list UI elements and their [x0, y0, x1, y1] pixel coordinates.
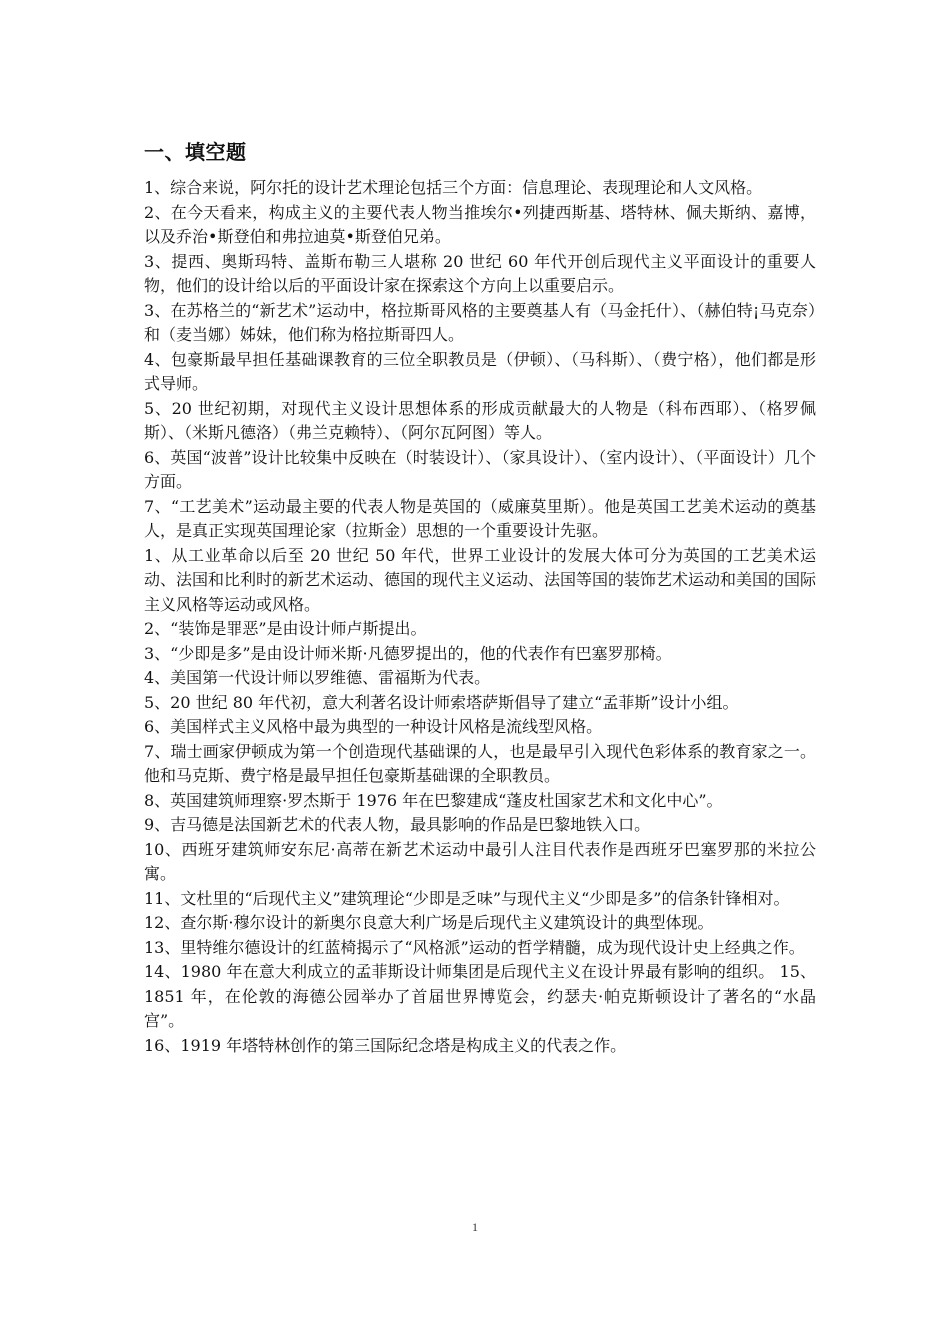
paragraph: 10、西班牙建筑师安东尼·高蒂在新艺术运动中最引人注目代表作是西班牙巴塞罗那的米拉公寓。: [144, 839, 816, 883]
paragraph: 6、英国“波普”设计比较集中反映在（时装设计）、（家具设计）、（室内设计）、（平面设计）几个方面。: [144, 447, 816, 491]
paragraph: 6、美国样式主义风格中最为典型的一种设计风格是流线型风格。: [144, 717, 603, 736]
paragraph: 4、美国第一代设计师以罗维德、雷福斯为代表。: [144, 668, 491, 687]
paragraph: 7、“工艺美术”运动最主要的代表人物是英国的（威廉莫里斯）。他是英国工艺美术运动的奠基人，是真正实现英国理论家（拉斯金）思想的一个重要设计先驱。: [144, 496, 816, 540]
paragraph: 16、1919 年塔特林创作的第三国际纪念塔是构成主义的代表之作。: [144, 1035, 627, 1055]
paragraph: 3、提西、奥斯玛特、盖斯布勒三人堪称 20 世纪 60 年代开创后现代主义平面设计的重要人物，他们的设计给以后的平面设计家在探索这个方向上以重要启示。: [144, 251, 816, 295]
paragraph: 9、吉马德是法国新艺术的代表人物，最具影响的作品是巴黎地铁入口。: [144, 815, 651, 834]
document-content: [144, 138, 816, 1058]
paragraph: 12、查尔斯·穆尔设计的新奥尔良意大利广场是后现代主义建筑设计的典型体现。: [144, 913, 714, 932]
paragraph: 2、在今天看来，构成主义的主要代表人物当推埃尔•列捷西斯基、塔特林、佩夫斯纳、嘉博，以及乔治•斯登伯和弗拉迪莫•斯登伯兄弟。: [144, 202, 816, 246]
paragraph: 7、瑞士画家伊顿成为第一个创造现代基础课的人，也是最早引入现代色彩体系的教育家之一。他和马克斯、费宁格是最早担任包豪斯基础课的全职教员。: [144, 741, 816, 785]
paragraph: 1、从工业革命以后至 20 世纪 50 年代，世界工业设计的发展大体可分为英国的工艺美术运动、法国和比利时的新艺术运动、德国的现代主义运动、法国等国的装饰艺术运动和美国的国际主义风格等运动或风格。: [144, 545, 817, 614]
paragraph: 13、里特维尔德设计的红蓝椅揭示了“风格派”运动的哲学精髓，成为现代设计史上经典之作。: [144, 937, 805, 957]
paragraph: 3、在苏格兰的“新艺术”运动中，格拉斯哥风格的主要奠基人有（马金托什）、（赫伯特¡马克奈）和（麦当娜）姊妹，他们称为格拉斯哥四人。: [144, 300, 816, 344]
paragraph: 8、英国建筑师理察·罗杰斯于 1976 年在巴黎建成“蓬皮杜国家艺术和文化中心”。: [144, 790, 723, 810]
paragraph: 5、20 世纪初期，对现代主义设计思想体系的形成贡献最大的人物是（科布西耶）、（格罗佩斯）、（米斯凡德洛）（弗兰克赖特）、（阿尔瓦阿图）等人。: [144, 398, 816, 442]
paragraph: 5、20 世纪 80 年代初，意大利著名设计师索塔萨斯倡导了建立“孟菲斯”设计小组。: [144, 692, 739, 712]
paragraph: 1、综合来说，阿尔托的设计艺术理论包括三个方面：信息理论、表现理论和人文风格。: [144, 178, 763, 197]
section-title: 一、填空题: [144, 140, 247, 164]
page-number: 1: [472, 1220, 478, 1234]
paragraph: 2、“装饰是罪恶”是由设计师卢斯提出。: [144, 619, 427, 638]
paragraph: 14、1980 年在意大利成立的孟菲斯设计师集团是后现代主义在设计界最有影响的组织。 15、1851 年，在伦敦的海德公园举办了首届世界博览会，约瑟夫·帕克斯顿设计了著名的“水晶宫”。: [144, 962, 816, 1030]
paragraph: 11、文杜里的“后现代主义”建筑理论“少即是乏味”与现代主义“少即是多”的信条针锋相对。: [144, 888, 790, 908]
paragraph: 3、“少即是多”是由设计师米斯·凡德罗提出的，他的代表作有巴塞罗那椅。: [144, 643, 672, 663]
paragraph: 4、包豪斯最早担任基础课教育的三位全职教员是（伊顿）、（马科斯）、（费宁格），他们都是形式导师。: [144, 349, 816, 393]
